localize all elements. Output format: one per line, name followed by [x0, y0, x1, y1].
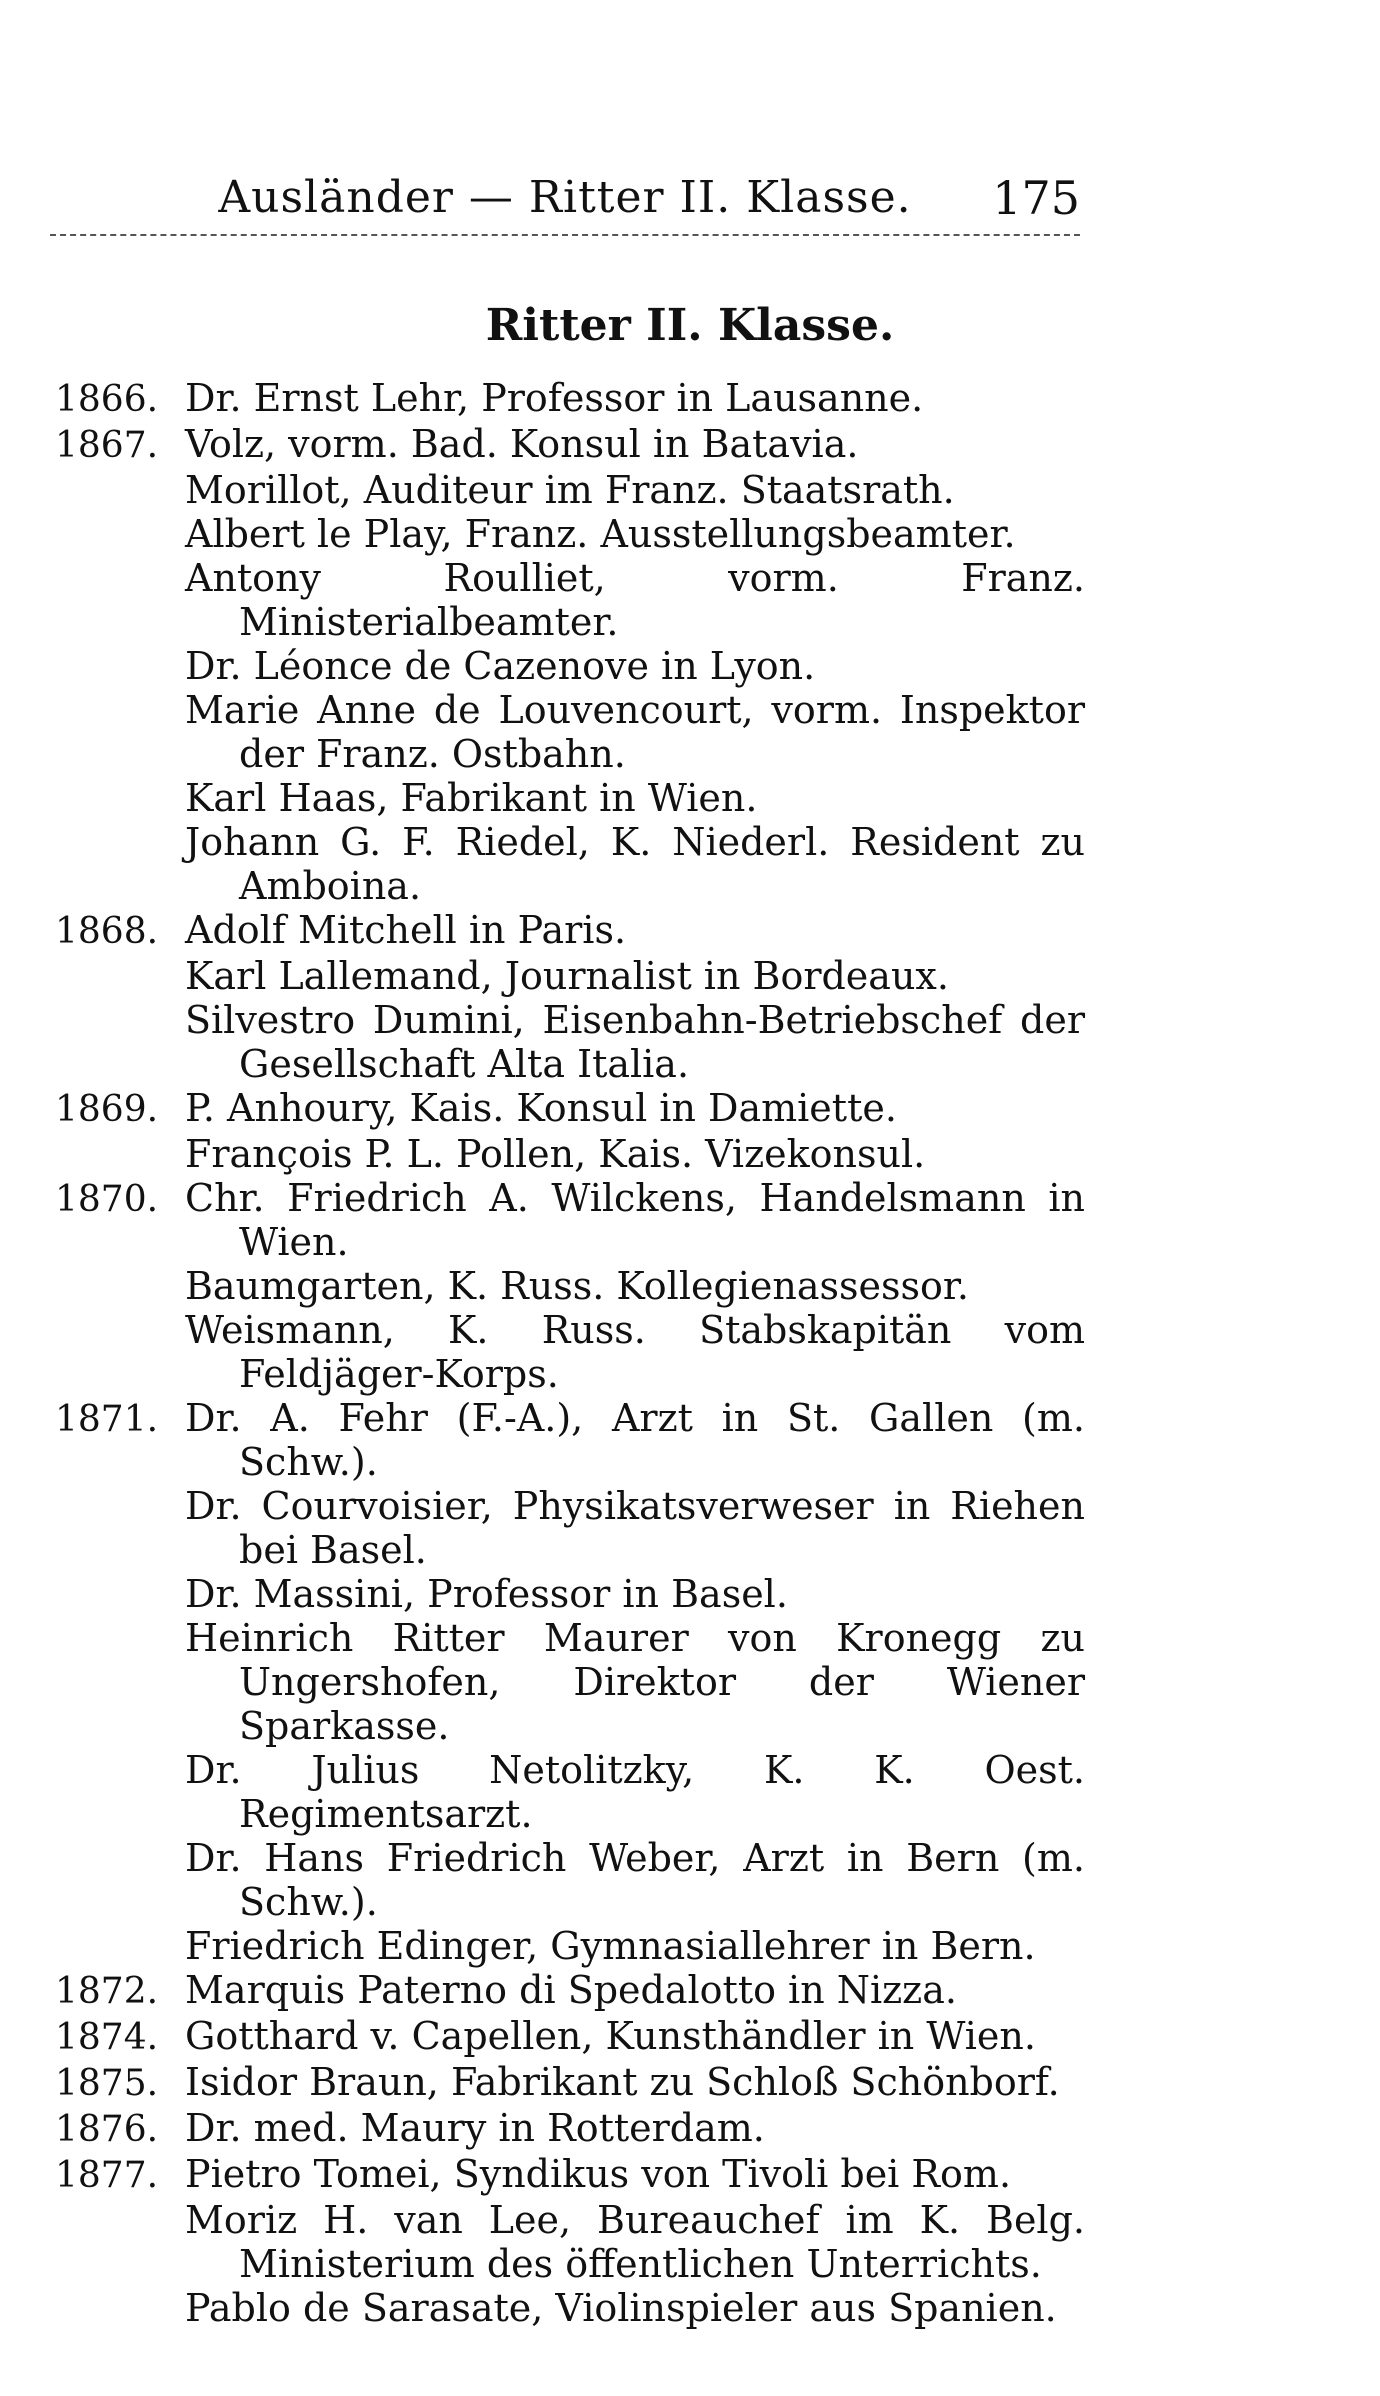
- entry-text: Albert le Play, Franz. Ausstellungsbeamter.: [185, 512, 1016, 556]
- entry-text: Dr. med. Maury in Rotterdam.: [185, 2106, 765, 2150]
- entry-year: [55, 1924, 175, 1926]
- entry-year: 1867.: [55, 425, 159, 466]
- running-head-title: Ausländer — Ritter II. Klasse.: [218, 172, 912, 223]
- entry-text: Dr. Courvoisier, Physikatsverweser in Riehen bei Basel.: [185, 1484, 1085, 1572]
- entry-year: [55, 468, 175, 470]
- list-item: [55, 556, 1085, 644]
- list-item: [55, 1616, 1085, 1748]
- entry-text: Moriz H. van Lee, Bureauchef im K. Belg. Ministerium des öffentlichen Unterrichts.: [185, 2198, 1085, 2286]
- entry-text: Friedrich Edinger, Gymnasiallehrer in Bern.: [185, 1924, 1036, 1968]
- entry-text: Isidor Braun, Fabrikant zu Schloß Schönborf.: [185, 2060, 1060, 2104]
- entry-text: Pietro Tomei, Syndikus von Tivoli bei Rom.: [185, 2152, 1012, 2196]
- entry-year: [55, 1616, 175, 1618]
- entry-year: [55, 998, 175, 1000]
- entry-text: Heinrich Ritter Maurer von Kronegg zu Ungershofen, Direktor der Wiener Sparkasse.: [185, 1616, 1085, 1748]
- list-item: [55, 1132, 1085, 1176]
- list-item: [55, 1176, 1085, 1264]
- entry-text: Dr. Massini, Professor in Basel.: [185, 1572, 788, 1616]
- entry-year: [55, 954, 175, 956]
- list-item: [55, 512, 1085, 556]
- entry-text: Silvestro Dumini, Eisenbahn-Betriebschef der Gesellschaft Alta Italia.: [185, 998, 1085, 1086]
- entry-year: [55, 512, 175, 514]
- entry-text: Gotthard v. Capellen, Kunsthändler in Wien.: [185, 2014, 1036, 2058]
- header-rule: [50, 234, 1080, 236]
- entry-text: Dr. Julius Netolitzky, K. K. Oest. Regimentsarzt.: [185, 1748, 1085, 1836]
- entry-text: Karl Lallemand, Journalist in Bordeaux.: [185, 954, 949, 998]
- entry-year: [55, 1484, 175, 1486]
- entry-year: [55, 776, 175, 778]
- entry-text: Chr. Friedrich A. Wilckens, Handelsmann in Wien.: [185, 1176, 1085, 1264]
- entry-text: Dr. Ernst Lehr, Professor in Lausanne.: [185, 376, 924, 420]
- entry-text: Dr. Hans Friedrich Weber, Arzt in Bern (m. Schw.).: [185, 1836, 1085, 1924]
- list-item: [55, 1924, 1085, 1968]
- entry-year: [55, 1132, 175, 1134]
- entry-year: 1872.: [55, 1971, 159, 2012]
- entry-year: [55, 1308, 175, 1310]
- list-item: [55, 2014, 1085, 2060]
- list-item: [55, 908, 1085, 954]
- entry-text: Antony Roulliet, vorm. Franz. Ministerialbeamter.: [185, 556, 1085, 644]
- list-item: [55, 1572, 1085, 1616]
- entry-year: [55, 644, 175, 646]
- list-item: [55, 776, 1085, 820]
- list-item: [55, 644, 1085, 688]
- entry-text: Karl Haas, Fabrikant in Wien.: [185, 776, 758, 820]
- entry-year: [55, 688, 175, 690]
- entry-text: P. Anhoury, Kais. Konsul in Damiette.: [185, 1086, 897, 1130]
- entry-year: [55, 1748, 175, 1750]
- list-item: [55, 2060, 1085, 2106]
- entry-year: 1869.: [55, 1089, 159, 1130]
- entry-year: [55, 1836, 175, 1838]
- list-item: [55, 1968, 1085, 2014]
- entry-year: 1875.: [55, 2063, 159, 2104]
- list-item: [55, 376, 1085, 422]
- entry-year: 1870.: [55, 1179, 159, 1220]
- list-item: [55, 468, 1085, 512]
- list-item: [55, 2106, 1085, 2152]
- list-item: [55, 1264, 1085, 1308]
- entry-text: Weismann, K. Russ. Stabskapitän vom Feldjäger-Korps.: [185, 1308, 1085, 1396]
- list-item: [55, 954, 1085, 998]
- entry-year: [55, 556, 175, 558]
- list-item: [55, 688, 1085, 776]
- section-title: Ritter II. Klasse.: [485, 300, 895, 351]
- entry-year: 1874.: [55, 2017, 159, 2058]
- entry-text: Pablo de Sarasate, Violinspieler aus Spanien.: [185, 2286, 1057, 2330]
- list-item: [55, 2286, 1085, 2330]
- entries-list: [55, 376, 1085, 2330]
- entry-year: [55, 820, 175, 822]
- list-item: [55, 820, 1085, 908]
- entry-text: Marquis Paterno di Spedalotto in Nizza.: [185, 1968, 957, 2012]
- entry-year: [55, 1572, 175, 1574]
- entry-year: [55, 2198, 175, 2200]
- page-number: 175: [992, 171, 1080, 225]
- entry-year: [55, 1264, 175, 1266]
- entry-text: Volz, vorm. Bad. Konsul in Batavia.: [185, 422, 859, 466]
- entry-text: Dr. Léonce de Cazenove in Lyon.: [185, 644, 816, 688]
- list-item: [55, 1308, 1085, 1396]
- entry-text: Johann G. F. Riedel, K. Niederl. Resident zu Amboina.: [185, 820, 1085, 908]
- entry-text: Morillot, Auditeur im Franz. Staatsrath.: [185, 468, 955, 512]
- entry-text: Dr. A. Fehr (F.-A.), Arzt in St. Gallen (m. Schw.).: [185, 1396, 1085, 1484]
- entry-text: Adolf Mitchell in Paris.: [185, 908, 627, 952]
- entry-year: 1868.: [55, 911, 159, 952]
- list-item: [55, 1748, 1085, 1836]
- list-item: [55, 1484, 1085, 1572]
- list-item: [55, 998, 1085, 1086]
- entry-year: 1871.: [55, 1399, 159, 1440]
- entry-year: 1876.: [55, 2109, 159, 2150]
- list-item: [55, 422, 1085, 468]
- entry-text: Marie Anne de Louvencourt, vorm. Inspektor der Franz. Ostbahn.: [185, 688, 1085, 776]
- list-item: [55, 1836, 1085, 1924]
- entry-year: 1877.: [55, 2155, 159, 2196]
- entry-text: François P. L. Pollen, Kais. Vizekonsul.: [185, 1132, 926, 1176]
- list-item: [55, 2198, 1085, 2286]
- list-item: [55, 1396, 1085, 1484]
- running-head: [50, 168, 1080, 228]
- entry-text: Baumgarten, K. Russ. Kollegienassessor.: [185, 1264, 969, 1308]
- list-item: [55, 1086, 1085, 1132]
- entry-year: [55, 2286, 175, 2288]
- entry-year: 1866.: [55, 379, 159, 420]
- list-item: [55, 2152, 1085, 2198]
